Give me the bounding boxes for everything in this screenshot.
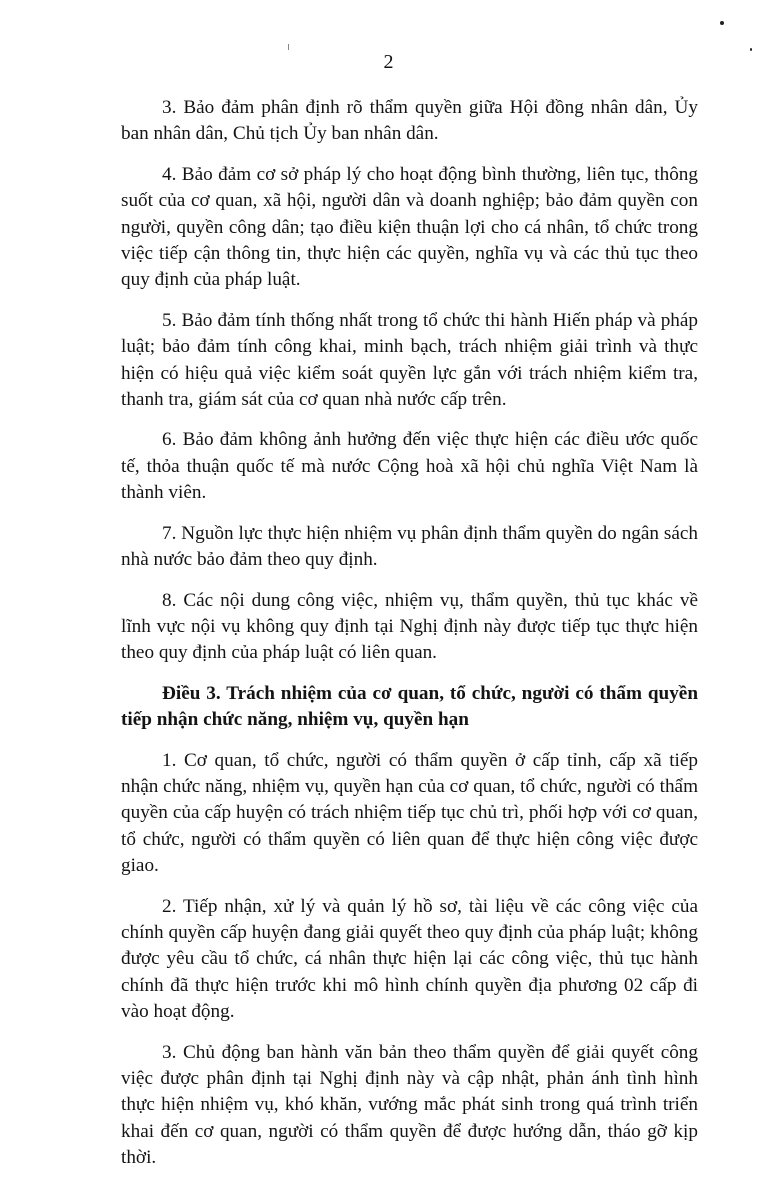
clause-4-paragraph: 4. Bảo đảm cơ sở pháp lý cho hoạt động bình thường, liên tục, thông suốt của cơ quan, xã hội, người dân và doanh nghiệp; bảo đảm quyền con người, quyền công dân; tạo điều kiện thuận lợi cho cá nhân, tổ chức trong việc tiếp cận thông tin, thực hiện các quyền, nghĩa vụ và các thủ tục theo quy định của pháp luật. xyxy=(121,163,698,291)
scan-artifact xyxy=(720,21,724,25)
clause-6-paragraph: 6. Bảo đảm không ảnh hưởng đến việc thực hiện các điều ước quốc tế, thỏa thuận quốc tế mà nước Cộng hoà xã hội chủ nghĩa Việt Nam là thành viên. xyxy=(121,429,698,504)
document-body xyxy=(121,95,698,1186)
article-3-clause-2-paragraph: 2. Tiếp nhận, xử lý và quản lý hồ sơ, tài liệu về các công việc của chính quyền cấp huyện đang giải quyết theo quy định của pháp luật; không được yêu cầu tổ chức, cá nhân thực hiện lại các công việc, thủ tục hành chính đã thực hiện trước khi mô hình chính quyền địa phương 02 cấp đi vào hoạt động. xyxy=(121,895,698,1023)
page-number: 2 xyxy=(383,51,394,73)
clause-7-paragraph: 7. Nguồn lực thực hiện nhiệm vụ phân định thẩm quyền do ngân sách nhà nước bảo đảm theo quy định. xyxy=(121,522,698,571)
clause-5-paragraph: 5. Bảo đảm tính thống nhất trong tổ chức thi hành Hiến pháp và pháp luật; bảo đảm tính công khai, minh bạch, trách nhiệm giải trình và thực hiện có hiệu quả việc kiểm soát quyền lực gắn với trách nhiệm kiểm tra, thanh tra, giám sát của cơ quan nhà nước cấp trên. xyxy=(121,309,698,411)
article-3-clause-3-paragraph: 3. Chủ động ban hành văn bản theo thẩm quyền để giải quyết công việc được phân định tại Nghị định này và cập nhật, phản ánh tình hình thực hiện nhiệm vụ, khó khăn, vướng mắc phát sinh trong quá trình triển khai đến cơ quan, người có thẩm quyền để được hướng dẫn, tháo gỡ kịp thời. xyxy=(121,1041,698,1169)
clause-8-paragraph: 8. Các nội dung công việc, nhiệm vụ, thẩm quyền, thủ tục khác về lĩnh vực nội vụ không quy định tại Nghị định này được tiếp tục thực hiện theo quy định của pháp luật có liên quan. xyxy=(121,589,698,664)
clause-3-paragraph: 3. Bảo đảm phân định rõ thẩm quyền giữa Hội đồng nhân dân, Ủy ban nhân dân, Chủ tịch Ủy ban nhân dân. xyxy=(121,97,698,145)
article-3-heading: Điều 3. Trách nhiệm của cơ quan, tổ chức, người có thẩm quyền tiếp nhận chức năng, nhiệm vụ, quyền hạn xyxy=(121,682,698,731)
article-3-clause-1-paragraph: 1. Cơ quan, tổ chức, người có thẩm quyền ở cấp tỉnh, cấp xã tiếp nhận chức năng, nhiệm vụ, quyền hạn của cơ quan, tổ chức, người có thẩm quyền của cấp huyện có trách nhiệm tiếp tục chủ trì, phối hợp với cơ quan, tổ chức, người có thẩm quyền có liên quan để thực hiện công việc được giao. xyxy=(121,749,698,877)
